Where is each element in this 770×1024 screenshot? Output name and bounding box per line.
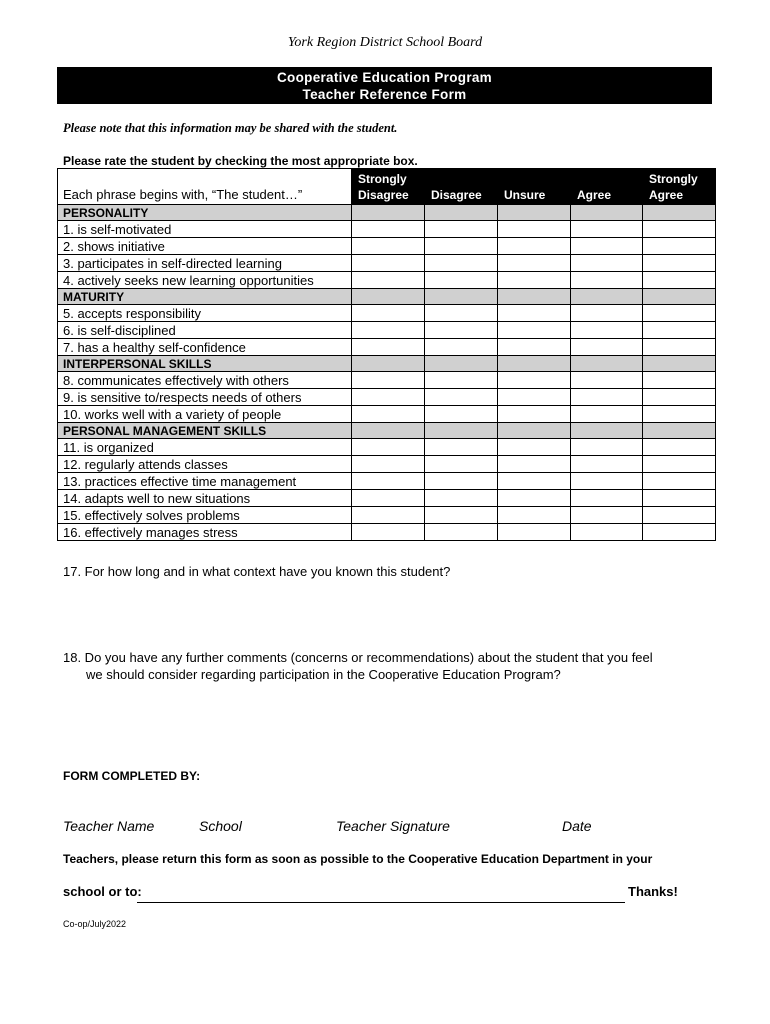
item-label: 10. works well with a variety of people bbox=[58, 406, 352, 423]
category-blank-cell bbox=[352, 356, 425, 372]
rating-checkbox-cell[interactable] bbox=[498, 524, 571, 541]
rating-table bbox=[57, 168, 716, 541]
rating-checkbox-cell[interactable] bbox=[571, 255, 643, 272]
form-title-bar bbox=[57, 67, 712, 104]
rating-checkbox-cell[interactable] bbox=[425, 372, 498, 389]
category-label: MATURITY bbox=[58, 289, 352, 305]
category-blank-cell bbox=[425, 423, 498, 439]
item-label: 13. practices effective time management bbox=[58, 473, 352, 490]
rating-checkbox-cell[interactable] bbox=[643, 322, 716, 339]
rating-checkbox-cell[interactable] bbox=[571, 507, 643, 524]
label-teacher-signature: Teacher Signature bbox=[336, 818, 450, 834]
table-row bbox=[58, 524, 716, 541]
table-row bbox=[58, 439, 716, 456]
rating-checkbox-cell[interactable] bbox=[425, 238, 498, 255]
rating-checkbox-cell[interactable] bbox=[643, 490, 716, 507]
item-label: 4. actively seeks new learning opportunities bbox=[58, 272, 352, 289]
rating-checkbox-cell[interactable] bbox=[643, 221, 716, 238]
rating-checkbox-cell[interactable] bbox=[571, 389, 643, 406]
rating-checkbox-cell[interactable] bbox=[643, 524, 716, 541]
rating-instruction: Please rate the student by checking the most appropriate box. bbox=[63, 154, 418, 168]
rating-checkbox-cell[interactable] bbox=[425, 221, 498, 238]
rating-checkbox-cell[interactable] bbox=[352, 507, 425, 524]
rating-checkbox-cell[interactable] bbox=[352, 339, 425, 356]
rating-checkbox-cell[interactable] bbox=[352, 372, 425, 389]
rating-checkbox-cell[interactable] bbox=[571, 439, 643, 456]
rating-checkbox-cell[interactable] bbox=[425, 305, 498, 322]
rating-checkbox-cell[interactable] bbox=[352, 305, 425, 322]
rating-checkbox-cell[interactable] bbox=[352, 456, 425, 473]
rating-checkbox-cell[interactable] bbox=[352, 490, 425, 507]
rating-checkbox-cell[interactable] bbox=[425, 255, 498, 272]
question-17: 17. For how long and in what context have you known this student? bbox=[63, 564, 451, 579]
rating-checkbox-cell[interactable] bbox=[425, 439, 498, 456]
item-label: 15. effectively solves problems bbox=[58, 507, 352, 524]
col-unsure: Unsure bbox=[498, 169, 571, 205]
table-row bbox=[58, 255, 716, 272]
category-blank-cell bbox=[643, 356, 716, 372]
rating-checkbox-cell[interactable] bbox=[643, 456, 716, 473]
item-label: 6. is self-disciplined bbox=[58, 322, 352, 339]
rating-checkbox-cell[interactable] bbox=[571, 490, 643, 507]
rating-checkbox-cell[interactable] bbox=[643, 507, 716, 524]
rating-checkbox-cell[interactable] bbox=[425, 507, 498, 524]
rating-checkbox-cell[interactable] bbox=[425, 524, 498, 541]
rating-checkbox-cell[interactable] bbox=[643, 305, 716, 322]
rating-checkbox-cell[interactable] bbox=[571, 524, 643, 541]
table-row bbox=[58, 473, 716, 490]
rating-checkbox-cell[interactable] bbox=[571, 473, 643, 490]
rating-checkbox-cell[interactable] bbox=[352, 255, 425, 272]
form-completed-by: FORM COMPLETED BY: bbox=[63, 769, 201, 783]
category-row bbox=[58, 423, 716, 439]
rating-checkbox-cell[interactable] bbox=[425, 473, 498, 490]
table-row bbox=[58, 406, 716, 423]
item-label: 9. is sensitive to/respects needs of others bbox=[58, 389, 352, 406]
rating-checkbox-cell[interactable] bbox=[498, 507, 571, 524]
rating-checkbox-cell[interactable] bbox=[643, 439, 716, 456]
rating-checkbox-cell[interactable] bbox=[425, 490, 498, 507]
rating-checkbox-cell[interactable] bbox=[498, 456, 571, 473]
category-blank-cell bbox=[352, 423, 425, 439]
rating-checkbox-cell[interactable] bbox=[643, 255, 716, 272]
category-blank-cell bbox=[425, 289, 498, 305]
item-label: 11. is organized bbox=[58, 439, 352, 456]
category-blank-cell bbox=[571, 356, 643, 372]
return-instruction: Teachers, please return this form as soon as possible to the Cooperative Education Department in your bbox=[63, 852, 653, 866]
category-blank-cell bbox=[643, 205, 716, 221]
category-blank-cell bbox=[643, 289, 716, 305]
category-row bbox=[58, 356, 716, 372]
category-blank-cell bbox=[571, 205, 643, 221]
category-blank-cell bbox=[498, 423, 571, 439]
rating-checkbox-cell[interactable] bbox=[643, 372, 716, 389]
school-or-to-label: school or to: bbox=[63, 884, 142, 899]
rating-checkbox-cell[interactable] bbox=[571, 456, 643, 473]
table-row bbox=[58, 372, 716, 389]
category-blank-cell bbox=[498, 289, 571, 305]
rating-checkbox-cell[interactable] bbox=[425, 406, 498, 423]
thanks-text: Thanks! bbox=[628, 884, 678, 899]
rating-checkbox-cell[interactable] bbox=[571, 305, 643, 322]
rating-checkbox-cell[interactable] bbox=[571, 221, 643, 238]
form-title-line2: Teacher Reference Form bbox=[302, 87, 467, 102]
privacy-note: Please note that this information may be shared with the student. bbox=[63, 121, 398, 135]
rating-checkbox-cell[interactable] bbox=[498, 372, 571, 389]
rating-checkbox-cell[interactable] bbox=[498, 339, 571, 356]
table-row bbox=[58, 272, 716, 289]
rating-checkbox-cell[interactable] bbox=[425, 322, 498, 339]
item-label: 2. shows initiative bbox=[58, 238, 352, 255]
rating-checkbox-cell[interactable] bbox=[571, 272, 643, 289]
rating-checkbox-cell[interactable] bbox=[643, 389, 716, 406]
col-disagree: Disagree bbox=[425, 169, 498, 205]
category-label: INTERPERSONAL SKILLS bbox=[58, 356, 352, 372]
rating-checkbox-cell[interactable] bbox=[352, 439, 425, 456]
table-header-row bbox=[58, 169, 716, 205]
table-row bbox=[58, 305, 716, 322]
rating-checkbox-cell[interactable] bbox=[352, 221, 425, 238]
category-blank-cell bbox=[425, 205, 498, 221]
table-row bbox=[58, 221, 716, 238]
rating-checkbox-cell[interactable] bbox=[498, 406, 571, 423]
rating-checkbox-cell[interactable] bbox=[498, 255, 571, 272]
form-title-line1: Cooperative Education Program bbox=[277, 70, 492, 85]
category-blank-cell bbox=[643, 423, 716, 439]
item-label: 12. regularly attends classes bbox=[58, 456, 352, 473]
table-row bbox=[58, 507, 716, 524]
rating-checkbox-cell[interactable] bbox=[425, 389, 498, 406]
category-blank-cell bbox=[352, 289, 425, 305]
question-18: 18. Do you have any further comments (concerns or recommendations) about the student that you feel we should consider regarding participation in the Cooperative Education Program? bbox=[63, 650, 653, 682]
category-blank-cell bbox=[571, 423, 643, 439]
rating-checkbox-cell[interactable] bbox=[643, 238, 716, 255]
rating-checkbox-cell[interactable] bbox=[352, 473, 425, 490]
category-label: PERSONALITY bbox=[58, 205, 352, 221]
rating-checkbox-cell[interactable] bbox=[498, 473, 571, 490]
rating-checkbox-cell[interactable] bbox=[352, 524, 425, 541]
rating-checkbox-cell[interactable] bbox=[498, 305, 571, 322]
item-label: 14. adapts well to new situations bbox=[58, 490, 352, 507]
category-blank-cell bbox=[498, 205, 571, 221]
rating-checkbox-cell[interactable] bbox=[643, 406, 716, 423]
category-blank-cell bbox=[352, 205, 425, 221]
rating-checkbox-cell[interactable] bbox=[571, 339, 643, 356]
school-board-name: York Region District School Board bbox=[287, 35, 483, 50]
rating-checkbox-cell[interactable] bbox=[498, 272, 571, 289]
rating-checkbox-cell[interactable] bbox=[425, 456, 498, 473]
label-date: Date bbox=[562, 818, 592, 834]
table-row bbox=[58, 389, 716, 406]
item-label: 7. has a healthy self-confidence bbox=[58, 339, 352, 356]
school-or-to-line[interactable] bbox=[137, 902, 625, 903]
rating-checkbox-cell[interactable] bbox=[352, 238, 425, 255]
col-agree: Agree bbox=[571, 169, 643, 205]
rating-checkbox-cell[interactable] bbox=[571, 322, 643, 339]
rating-checkbox-cell[interactable] bbox=[571, 406, 643, 423]
table-row bbox=[58, 238, 716, 255]
category-blank-cell bbox=[571, 289, 643, 305]
rating-checkbox-cell[interactable] bbox=[498, 389, 571, 406]
rating-checkbox-cell[interactable] bbox=[498, 221, 571, 238]
category-blank-cell bbox=[498, 356, 571, 372]
rating-checkbox-cell[interactable] bbox=[498, 490, 571, 507]
label-teacher-name: Teacher Name bbox=[63, 818, 155, 834]
rating-checkbox-cell[interactable] bbox=[352, 322, 425, 339]
rating-checkbox-cell[interactable] bbox=[643, 272, 716, 289]
rating-checkbox-cell[interactable] bbox=[352, 406, 425, 423]
item-label: 16. effectively manages stress bbox=[58, 524, 352, 541]
table-row bbox=[58, 322, 716, 339]
lead-phrase: Each phrase begins with, “The student…” bbox=[58, 169, 352, 205]
rating-checkbox-cell[interactable] bbox=[498, 322, 571, 339]
rating-checkbox-cell[interactable] bbox=[571, 238, 643, 255]
rating-checkbox-cell[interactable] bbox=[352, 272, 425, 289]
table-row bbox=[58, 490, 716, 507]
category-blank-cell bbox=[425, 356, 498, 372]
category-row bbox=[58, 205, 716, 221]
label-school: School bbox=[199, 818, 242, 834]
rating-checkbox-cell[interactable] bbox=[643, 339, 716, 356]
rating-checkbox-cell[interactable] bbox=[643, 473, 716, 490]
rating-checkbox-cell[interactable] bbox=[425, 272, 498, 289]
rating-checkbox-cell[interactable] bbox=[352, 389, 425, 406]
category-label: PERSONAL MANAGEMENT SKILLS bbox=[58, 423, 352, 439]
category-row bbox=[58, 289, 716, 305]
form-code: Co-op/July2022 bbox=[63, 919, 127, 929]
item-label: 5. accepts responsibility bbox=[58, 305, 352, 322]
item-label: 1. is self-motivated bbox=[58, 221, 352, 238]
rating-checkbox-cell[interactable] bbox=[571, 372, 643, 389]
item-label: 8. communicates effectively with others bbox=[58, 372, 352, 389]
item-label: 3. participates in self-directed learning bbox=[58, 255, 352, 272]
table-row bbox=[58, 456, 716, 473]
table-row bbox=[58, 339, 716, 356]
rating-checkbox-cell[interactable] bbox=[498, 439, 571, 456]
col-strongly-disagree: Strongly Disagree bbox=[352, 169, 425, 205]
rating-checkbox-cell[interactable] bbox=[498, 238, 571, 255]
rating-checkbox-cell[interactable] bbox=[425, 339, 498, 356]
col-strongly-agree: Strongly Agree bbox=[643, 169, 716, 205]
